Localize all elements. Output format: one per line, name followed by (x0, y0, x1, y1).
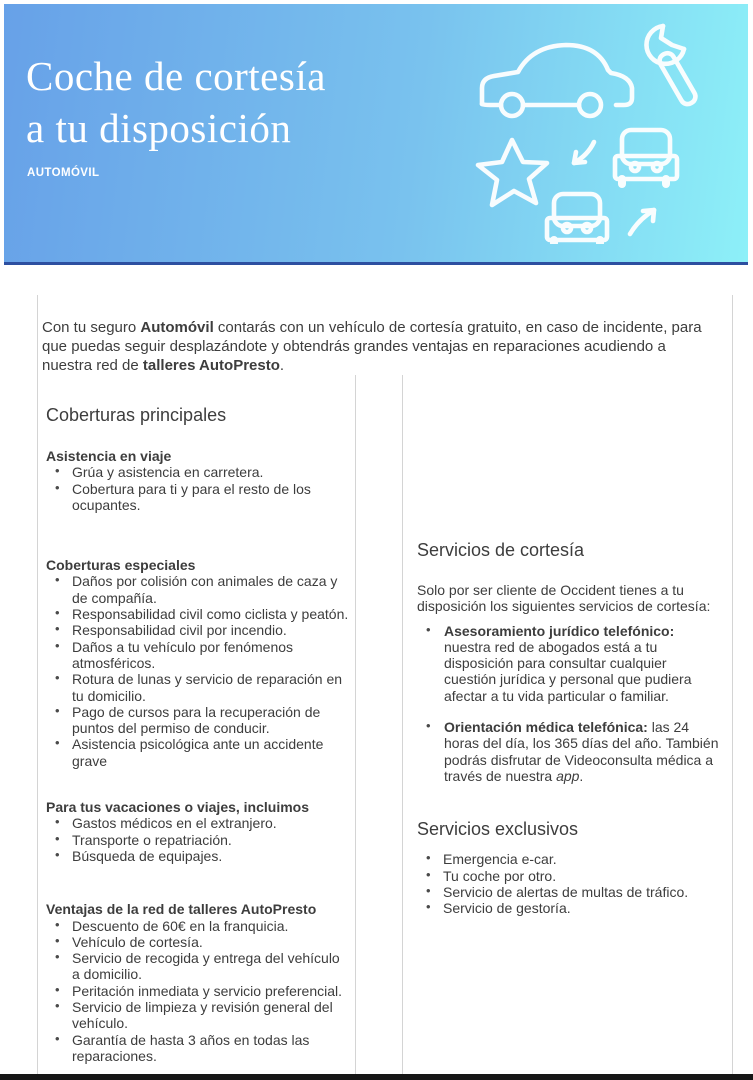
hero-underline (4, 262, 748, 265)
list-item: • Descuento de 60€ en la franquicia. (46, 918, 349, 934)
list-item: • Servicio de limpieza y revisión general del vehículo. (46, 999, 349, 1032)
section-asistencia-en-viaje (46, 448, 349, 513)
section-vacaciones-viajes (46, 799, 349, 864)
section-heading: Coberturas especiales (46, 557, 196, 574)
intro-bold-autopresto: talleres AutoPresto (142, 357, 280, 374)
coverages-column (38, 375, 356, 1080)
bullet-list (46, 815, 349, 864)
coverages-title: Coberturas principales (46, 405, 227, 425)
car-icon (482, 45, 632, 116)
list-item: • Vehículo de cortesía. (46, 934, 349, 950)
hero-illustration (470, 12, 702, 244)
list-item: • Gastos médicos en el extranjero. (46, 815, 349, 831)
list-item: • Servicio de gestoría. (417, 900, 720, 916)
item-text: las 24 horas del día, los 365 días del año. También podrás disfrutar de Videoconsulta médica a través de nuestra (444, 719, 719, 784)
intro-paragraph (38, 295, 718, 375)
section-heading: Para tus vacaciones o viajes, incluimos (46, 799, 310, 816)
page-title-line1: Coche de cortesía (26, 53, 326, 99)
list-item: • Transporte o repatriación. (46, 832, 349, 848)
item-label: Asesoramiento jurídico telefónico: (444, 622, 675, 639)
content-area (37, 295, 733, 1080)
list-item: • Asistencia psicológica ante un accidente grave (46, 736, 349, 769)
exclusive-services-title: Servicios exclusivos (417, 819, 579, 840)
list-item: • Búsqueda de equipajes. (46, 848, 349, 864)
intro-bold-automovil: Automóvil (140, 319, 214, 336)
section-ventajas-autopresto (46, 901, 349, 1064)
item-italic: app (556, 767, 580, 784)
exclusive-services-list (417, 851, 720, 916)
list-item: • Responsabilidad civil como ciclista y peatón. (46, 606, 349, 622)
list-item: • Cobertura para ti y para el resto de los ocupantes. (46, 481, 349, 514)
courtesy-services-list (417, 623, 720, 785)
bullet-list (46, 464, 349, 513)
item-suffix: . (579, 767, 584, 784)
intro-text-2: contarás con un vehículo de cortesía gratuito, en caso de incidente, para que puedas seguir desplazándote y obtendrás grandes ventajas en reparaciones acudiendo a nuestra red de (42, 319, 702, 374)
bullet-list (46, 573, 349, 769)
car-front-icon-2 (547, 194, 607, 243)
bullet-list (46, 918, 349, 1065)
list-item: • Rotura de lunas y servicio de reparación en tu domicilio. (46, 671, 349, 704)
list-item: • Servicio de recogida y entrega del vehículo a domicilio. (46, 950, 349, 983)
arrow-down-left-icon (574, 142, 594, 163)
bottom-edge-bar (0, 1074, 753, 1080)
car-front-icon-1 (615, 130, 677, 184)
list-item: • Daños por colisión con animales de caza y de compañía. (46, 573, 349, 606)
page-title-line2: a tu disposición (26, 105, 292, 151)
courtesy-services-intro: Solo por ser cliente de Occident tienes a tu disposición los siguientes servicios de cortesía: (417, 582, 711, 615)
category-label: AUTOMÓVIL (27, 167, 100, 179)
list-item: • Tu coche por otro. (417, 868, 720, 884)
item-label: Orientación médica telefónica: (444, 719, 648, 736)
item-text: nuestra red de abogados está a tu disposición para consultar cualquier cuestión jurídica y personal que pudiera afectar a tu vida particular o familiar. (444, 638, 692, 704)
intro-text-3: . (279, 357, 285, 374)
section-heading: Asistencia en viaje (46, 448, 172, 464)
list-item: • Grúa y asistencia en carretera. (46, 464, 349, 480)
list-item (417, 719, 720, 784)
services-column (402, 375, 732, 1080)
hero-banner (4, 4, 748, 262)
list-item: • Servicio de alertas de multas de tráfico. (417, 884, 720, 900)
arrow-up-right-icon (630, 210, 654, 234)
list-item: • Emergencia e-car. (417, 851, 720, 867)
page-title (26, 50, 326, 154)
wrench-icon (646, 26, 698, 107)
list-item: • Garantía de hasta 3 años en todas las reparaciones. (46, 1032, 349, 1065)
section-heading: Ventajas de la red de talleres AutoPresto (46, 901, 317, 918)
list-item: • Peritación inmediata y servicio preferencial. (46, 983, 349, 999)
section-coberturas-especiales (46, 557, 349, 769)
list-item: • Daños a tu vehículo por fenómenos atmosféricos. (46, 639, 349, 672)
list-item: • Pago de cursos para la recuperación de puntos del permiso de conducir. (46, 704, 349, 737)
list-item (417, 623, 720, 704)
courtesy-services-title: Servicios de cortesía (417, 540, 585, 560)
intro-text: Con tu seguro (42, 319, 141, 336)
two-column-layout (38, 375, 732, 1080)
list-item: • Responsabilidad civil por incendio. (46, 622, 349, 638)
star-icon (478, 140, 547, 205)
